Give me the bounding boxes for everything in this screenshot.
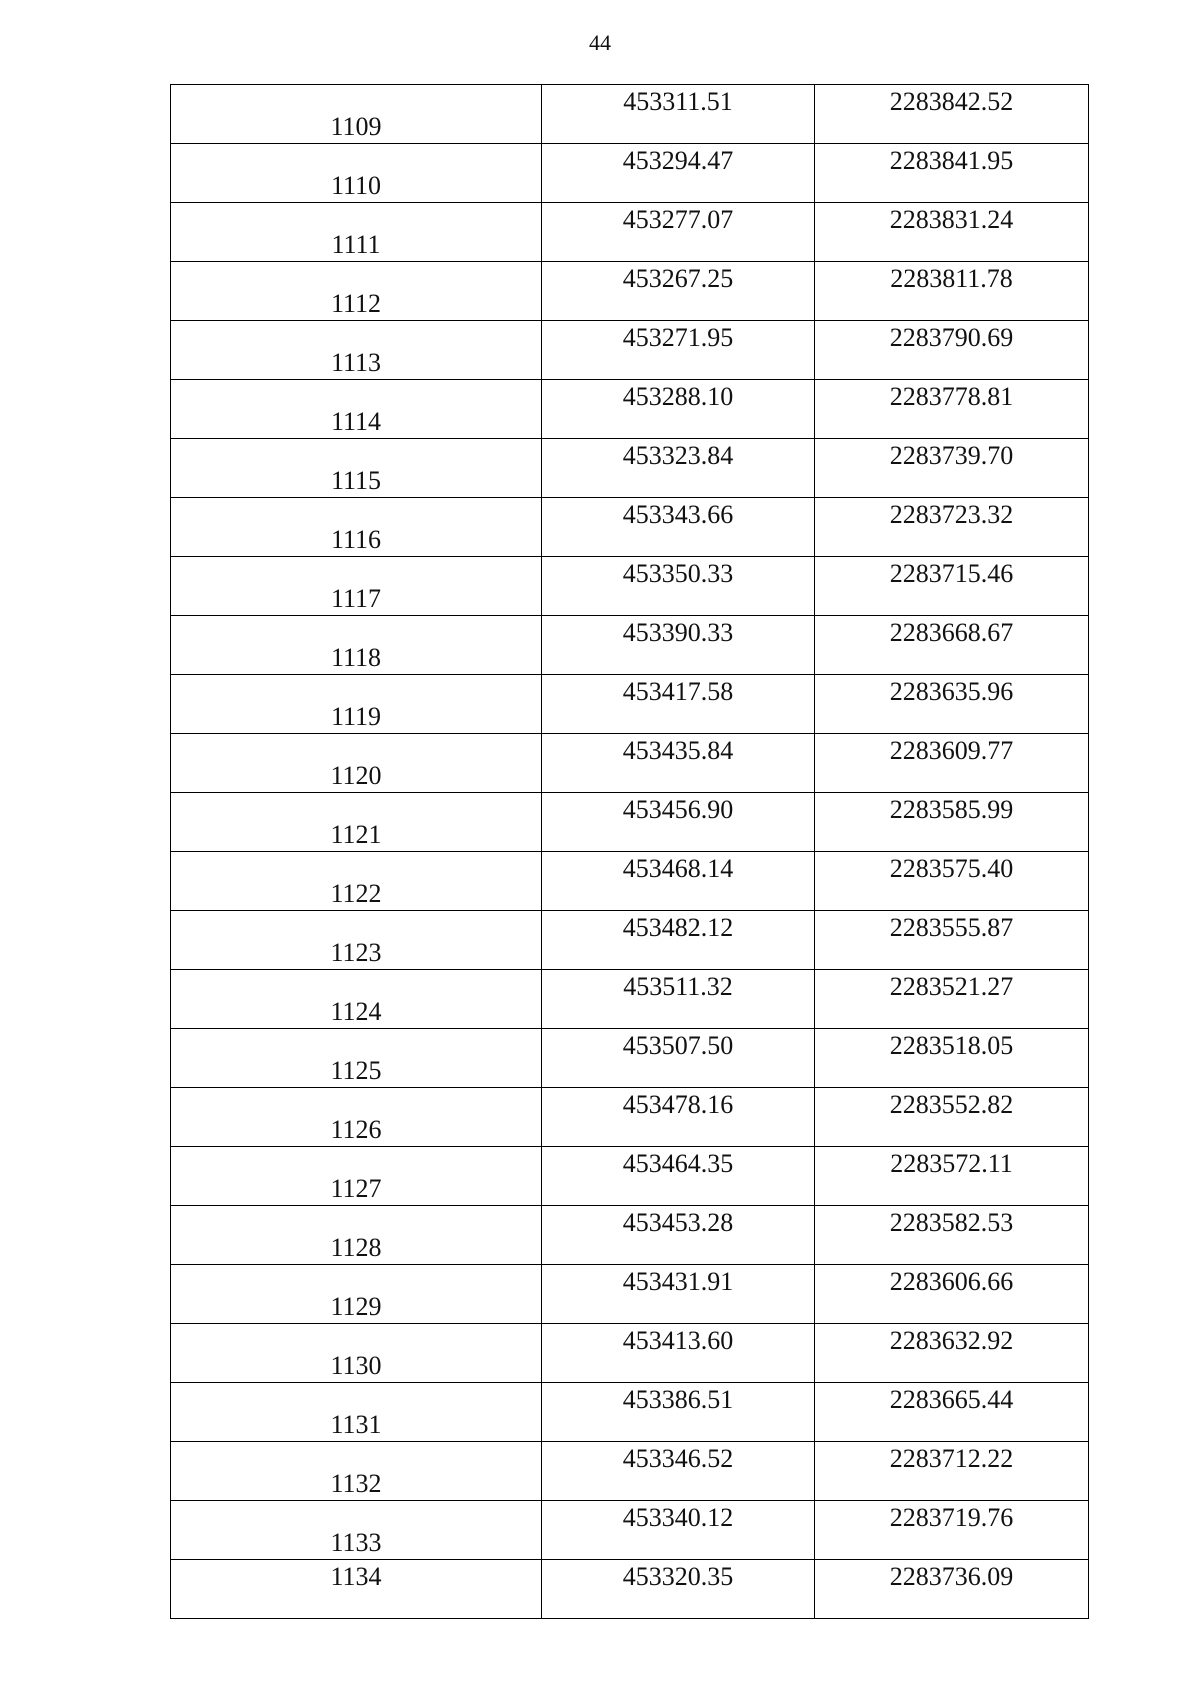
x-coordinate-value: 453343.66 xyxy=(622,500,734,529)
y-coordinate-value: 2283632.92 xyxy=(889,1326,1014,1355)
x-coordinate-cell xyxy=(542,734,815,793)
table-row xyxy=(171,793,1089,852)
y-coordinate-value: 2283841.95 xyxy=(889,146,1014,175)
table-row xyxy=(171,439,1089,498)
point-number-cell xyxy=(171,203,542,262)
x-coordinate-cell xyxy=(542,852,815,911)
table-row xyxy=(171,734,1089,793)
x-coordinate-cell xyxy=(542,1383,815,1442)
x-coordinate-value: 453350.33 xyxy=(622,559,734,588)
point-number-value: 1110 xyxy=(330,171,382,200)
point-number-cell xyxy=(171,321,542,380)
point-number-cell xyxy=(171,1088,542,1147)
point-number-cell xyxy=(171,1265,542,1324)
y-coordinate-cell xyxy=(815,1324,1089,1383)
x-coordinate-cell xyxy=(542,793,815,852)
y-coordinate-value: 2283665.44 xyxy=(889,1385,1014,1414)
y-coordinate-cell xyxy=(815,1560,1089,1619)
y-coordinate-value: 2283842.52 xyxy=(889,87,1014,116)
x-coordinate-value: 453464.35 xyxy=(622,1149,734,1178)
point-number-cell xyxy=(171,1383,542,1442)
point-number-value: 1129 xyxy=(330,1292,382,1321)
y-coordinate-cell xyxy=(815,793,1089,852)
point-number-cell xyxy=(171,1324,542,1383)
y-coordinate-cell xyxy=(815,144,1089,203)
x-coordinate-value: 453511.32 xyxy=(623,972,733,1001)
y-coordinate-cell xyxy=(815,380,1089,439)
x-coordinate-value: 453468.14 xyxy=(622,854,734,883)
point-number-value: 1111 xyxy=(331,230,381,259)
table-row xyxy=(171,1383,1089,1442)
point-number-cell xyxy=(171,262,542,321)
table-row xyxy=(171,498,1089,557)
x-coordinate-value: 453267.25 xyxy=(622,264,734,293)
x-coordinate-value: 453271.95 xyxy=(622,323,734,352)
point-number-value: 1132 xyxy=(330,1469,382,1498)
x-coordinate-cell xyxy=(542,439,815,498)
table-row xyxy=(171,1560,1089,1619)
y-coordinate-cell xyxy=(815,1501,1089,1560)
point-number-cell xyxy=(171,675,542,734)
y-coordinate-value: 2283715.46 xyxy=(889,559,1014,588)
point-number-value: 1128 xyxy=(330,1233,382,1262)
point-number-value: 1133 xyxy=(330,1528,382,1557)
y-coordinate-value: 2283723.32 xyxy=(889,500,1014,529)
x-coordinate-cell xyxy=(542,1265,815,1324)
x-coordinate-cell xyxy=(542,970,815,1029)
y-coordinate-cell xyxy=(815,1265,1089,1324)
y-coordinate-cell xyxy=(815,498,1089,557)
y-coordinate-value: 2283521.27 xyxy=(889,972,1014,1001)
point-number-cell xyxy=(171,1560,542,1619)
point-number-cell xyxy=(171,144,542,203)
point-number-cell xyxy=(171,1206,542,1265)
y-coordinate-cell xyxy=(815,439,1089,498)
table-row xyxy=(171,675,1089,734)
y-coordinate-value: 2283572.11 xyxy=(890,1149,1013,1178)
y-coordinate-cell xyxy=(815,1029,1089,1088)
y-coordinate-cell xyxy=(815,203,1089,262)
point-number-cell xyxy=(171,85,542,144)
point-number-cell xyxy=(171,970,542,1029)
x-coordinate-cell xyxy=(542,1147,815,1206)
y-coordinate-cell xyxy=(815,85,1089,144)
table-row xyxy=(171,911,1089,970)
table-row xyxy=(171,1088,1089,1147)
point-number-cell xyxy=(171,793,542,852)
y-coordinate-value: 2283811.78 xyxy=(890,264,1013,293)
point-number-value: 1119 xyxy=(330,702,382,731)
x-coordinate-value: 453431.91 xyxy=(622,1267,734,1296)
table-row xyxy=(171,970,1089,1029)
coordinates-table xyxy=(170,84,1089,1619)
x-coordinate-cell xyxy=(542,380,815,439)
y-coordinate-value: 2283606.66 xyxy=(889,1267,1014,1296)
x-coordinate-cell xyxy=(542,498,815,557)
table-row xyxy=(171,1147,1089,1206)
x-coordinate-value: 453390.33 xyxy=(622,618,734,647)
y-coordinate-cell xyxy=(815,911,1089,970)
x-coordinate-cell xyxy=(542,616,815,675)
point-number-cell xyxy=(171,734,542,793)
x-coordinate-value: 453478.16 xyxy=(622,1090,734,1119)
table-row xyxy=(171,1442,1089,1501)
y-coordinate-value: 2283736.09 xyxy=(889,1562,1014,1591)
y-coordinate-cell xyxy=(815,852,1089,911)
y-coordinate-cell xyxy=(815,675,1089,734)
x-coordinate-value: 453346.52 xyxy=(622,1444,734,1473)
x-coordinate-cell xyxy=(542,321,815,380)
y-coordinate-cell xyxy=(815,262,1089,321)
y-coordinate-value: 2283585.99 xyxy=(889,795,1014,824)
point-number-value: 1115 xyxy=(330,466,382,495)
page-number: 44 xyxy=(589,30,611,55)
point-number-cell xyxy=(171,498,542,557)
point-number-value: 1113 xyxy=(330,348,382,377)
x-coordinate-value: 453323.84 xyxy=(622,441,734,470)
point-number-value: 1127 xyxy=(330,1174,382,1203)
x-coordinate-cell xyxy=(542,1206,815,1265)
point-number-value: 1118 xyxy=(330,643,382,672)
x-coordinate-cell xyxy=(542,144,815,203)
x-coordinate-value: 453311.51 xyxy=(623,87,733,116)
point-number-cell xyxy=(171,557,542,616)
y-coordinate-cell xyxy=(815,616,1089,675)
x-coordinate-cell xyxy=(542,675,815,734)
y-coordinate-value: 2283739.70 xyxy=(889,441,1014,470)
point-number-value: 1120 xyxy=(330,761,382,790)
point-number-cell xyxy=(171,852,542,911)
x-coordinate-value: 453386.51 xyxy=(622,1385,734,1414)
y-coordinate-cell xyxy=(815,1383,1089,1442)
y-coordinate-cell xyxy=(815,1147,1089,1206)
point-number-cell xyxy=(171,1147,542,1206)
y-coordinate-value: 2283712.22 xyxy=(889,1444,1014,1473)
table-row xyxy=(171,262,1089,321)
x-coordinate-value: 453453.28 xyxy=(622,1208,734,1237)
point-number-value: 1124 xyxy=(330,997,382,1026)
x-coordinate-cell xyxy=(542,557,815,616)
table-row xyxy=(171,321,1089,380)
table-row xyxy=(171,1324,1089,1383)
x-coordinate-value: 453482.12 xyxy=(622,913,734,942)
x-coordinate-cell xyxy=(542,1442,815,1501)
point-number-value: 1131 xyxy=(330,1410,382,1439)
x-coordinate-cell xyxy=(542,203,815,262)
point-number-cell xyxy=(171,1442,542,1501)
point-number-cell xyxy=(171,911,542,970)
y-coordinate-value: 2283719.76 xyxy=(889,1503,1014,1532)
y-coordinate-value: 2283831.24 xyxy=(889,205,1014,234)
x-coordinate-value: 453277.07 xyxy=(622,205,734,234)
y-coordinate-value: 2283518.05 xyxy=(889,1031,1014,1060)
point-number-value: 1121 xyxy=(330,820,382,849)
y-coordinate-cell xyxy=(815,1206,1089,1265)
y-coordinate-value: 2283582.53 xyxy=(889,1208,1014,1237)
x-coordinate-cell xyxy=(542,1501,815,1560)
x-coordinate-value: 453417.58 xyxy=(622,677,734,706)
point-number-value: 1123 xyxy=(330,938,382,967)
point-number-cell xyxy=(171,1029,542,1088)
point-number-value: 1125 xyxy=(330,1056,382,1085)
point-number-value: 1112 xyxy=(330,289,382,318)
x-coordinate-cell xyxy=(542,1088,815,1147)
table-row xyxy=(171,380,1089,439)
x-coordinate-value: 453507.50 xyxy=(622,1031,734,1060)
x-coordinate-value: 453340.12 xyxy=(622,1503,734,1532)
y-coordinate-value: 2283790.69 xyxy=(889,323,1014,352)
point-number-cell xyxy=(171,1501,542,1560)
x-coordinate-value: 453435.84 xyxy=(622,736,734,765)
point-number-value: 1109 xyxy=(330,112,382,141)
table-row xyxy=(171,616,1089,675)
y-coordinate-cell xyxy=(815,1088,1089,1147)
table-row xyxy=(171,1501,1089,1560)
table-row xyxy=(171,557,1089,616)
y-coordinate-value: 2283609.77 xyxy=(889,736,1014,765)
y-coordinate-cell xyxy=(815,970,1089,1029)
table-row xyxy=(171,85,1089,144)
x-coordinate-cell xyxy=(542,1029,815,1088)
point-number-value: 1130 xyxy=(330,1351,382,1380)
x-coordinate-value: 453288.10 xyxy=(622,382,734,411)
point-number-value: 1126 xyxy=(330,1115,382,1144)
table-row xyxy=(171,1265,1089,1324)
y-coordinate-value: 2283575.40 xyxy=(889,854,1014,883)
point-number-value: 1114 xyxy=(330,407,382,436)
point-number-cell xyxy=(171,616,542,675)
y-coordinate-value: 2283668.67 xyxy=(889,618,1014,647)
x-coordinate-cell xyxy=(542,85,815,144)
table-row xyxy=(171,203,1089,262)
y-coordinate-value: 2283635.96 xyxy=(889,677,1014,706)
y-coordinate-value: 2283778.81 xyxy=(889,382,1014,411)
coordinates-table-body xyxy=(171,85,1089,1619)
table-row xyxy=(171,1029,1089,1088)
x-coordinate-cell xyxy=(542,262,815,321)
y-coordinate-cell xyxy=(815,734,1089,793)
y-coordinate-cell xyxy=(815,1442,1089,1501)
point-number-cell xyxy=(171,380,542,439)
x-coordinate-cell xyxy=(542,911,815,970)
x-coordinate-value: 453456.90 xyxy=(622,795,734,824)
point-number-value: 1122 xyxy=(330,879,382,908)
point-number-value: 1117 xyxy=(330,584,382,613)
point-number-value: 1116 xyxy=(330,525,382,554)
y-coordinate-cell xyxy=(815,321,1089,380)
y-coordinate-value: 2283555.87 xyxy=(889,913,1014,942)
x-coordinate-value: 453294.47 xyxy=(622,146,734,175)
table-row xyxy=(171,144,1089,203)
point-number-cell xyxy=(171,439,542,498)
y-coordinate-cell xyxy=(815,557,1089,616)
x-coordinate-cell xyxy=(542,1324,815,1383)
table-row xyxy=(171,852,1089,911)
point-number-value: 1134 xyxy=(330,1562,382,1591)
table-row xyxy=(171,1206,1089,1265)
x-coordinate-value: 453320.35 xyxy=(622,1562,734,1591)
x-coordinate-cell xyxy=(542,1560,815,1619)
x-coordinate-value: 453413.60 xyxy=(622,1326,734,1355)
y-coordinate-value: 2283552.82 xyxy=(889,1090,1014,1119)
